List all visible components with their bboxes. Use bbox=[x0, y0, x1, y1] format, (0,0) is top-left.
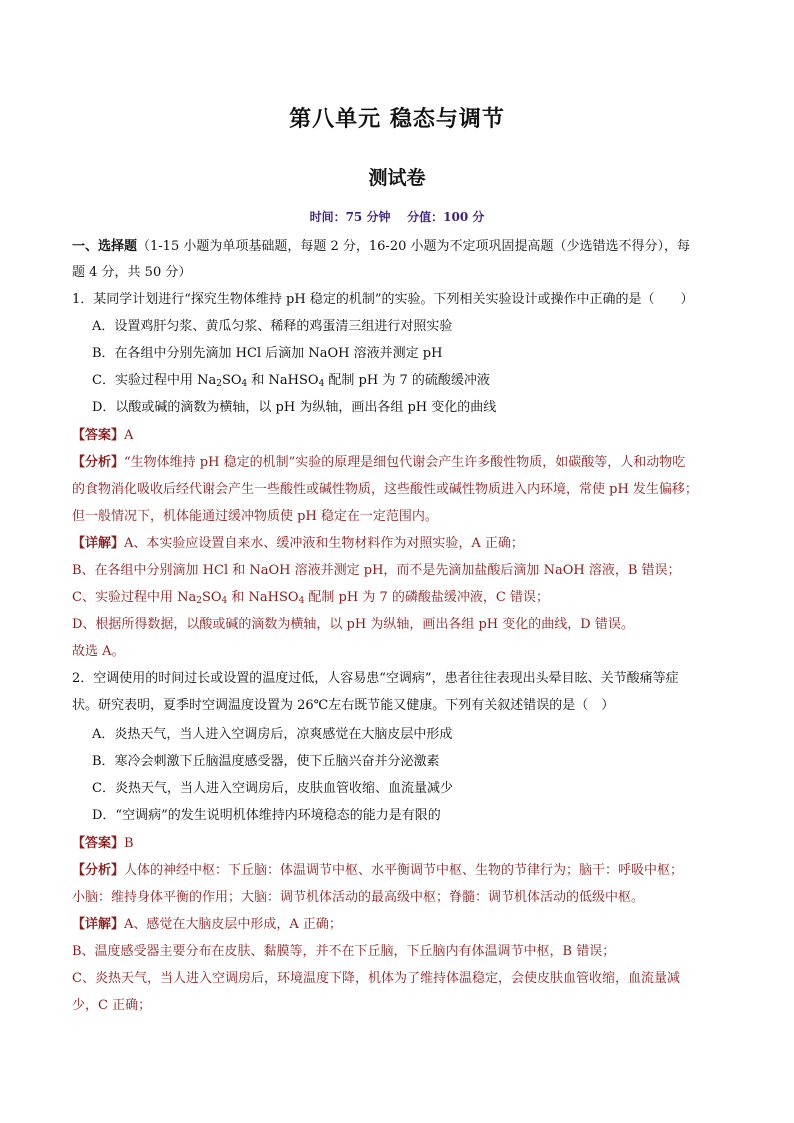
page-title: 第八单元 稳态与调节 bbox=[289, 107, 505, 132]
q1-detail-c: C、实验过程中用 $Na_2SO_4$ 和 NaHSO$_4$ 配制 pH 为 7 的磷酸盐缓冲液，C 错误； bbox=[72, 590, 549, 606]
q1-detail-d: D、根据所得数据，以酸或碱的滴数为横轴，以 pH 为纵轴，画出各组 pH 变化的曲线，D 错误。 bbox=[72, 617, 634, 632]
q2-detail-c-1: C、炎热天气，当人进入空调房后，环境温度下降，机体为了维持体温稳定，会使皮肤血管收缩，血流量减 bbox=[72, 971, 680, 986]
q1-analysis-2: 的食物消化吸收后经代谢会产生一些酸性或碱性物质，这些酸性或碱性物质进入内环境，常使 pH 发生偏移； bbox=[72, 482, 698, 497]
q2-stem-1: 2．空调使用的时间过长或设置的温度过低，人容易患“空调病”，患者往往表现出头晕目眩、关节酸痛等症 bbox=[72, 671, 679, 686]
q2-detail-c-2: 少，C 正确； bbox=[72, 998, 152, 1013]
q1-analysis-1: 【分析】“生物体维持 pH 稳定的机制”实验的原理是细包代谢会产生许多酸性物质，如碳酸等，人和动物吃 bbox=[72, 455, 686, 470]
q1-analysis-3: 但一般情况下，机体能通过缓冲物质使 pH 稳定在一定范围内。 bbox=[72, 509, 438, 524]
q2-analysis-1: 【分析】人体的神经中枢：下丘脑：体温调节中枢、水平衡调节中枢、生物的节律行为；脑干：呼吸中枢； bbox=[72, 863, 684, 878]
q2-option-a: A．炎热天气，当人进入空调房后，凉爽感觉在大脑皮层中形成 bbox=[92, 727, 453, 742]
page-subtitle: 测试卷 bbox=[368, 167, 426, 189]
q2-option-b: B．寒冷会刺激下丘脑温度感受器，使下丘脑兴奋并分泌激素 bbox=[92, 754, 440, 769]
q2-option-d: D．“空调病”的发生说明机体维持内环境稳态的能力是有限的 bbox=[92, 808, 441, 823]
q2-detail-a: 【详解】A、感觉在大脑皮层中形成，A 正确； bbox=[72, 917, 342, 932]
q2-option-c: C．炎热天气，当人进入空调房后，皮肤血管收缩、血流量减少 bbox=[92, 781, 453, 796]
q1-option-c: C．实验过程中用 $Na_2SO_4$ 和 NaHSO$_4$ 配制 pH 为 7 的硫酸缓冲液 bbox=[92, 373, 490, 389]
section-heading bbox=[72, 238, 690, 256]
q1-detail-a: 【详解】A、本实验应设置自来水、缓冲液和生物材料作为对照实验，A 正确； bbox=[72, 536, 524, 551]
q1-option-b: B．在各组中分别先滴加 HCl 后滴加 NaOH 溶液并测定 pH bbox=[92, 346, 443, 361]
section-desc-2: 题 4 分，共 50 分） bbox=[72, 265, 192, 280]
q1-answer: 【答案】A bbox=[72, 428, 134, 443]
q2-detail-b: B、温度感受器主要分布在皮肤、黏膜等，并不在下丘脑，下丘脑内有体温调节中枢，B 错误； bbox=[72, 944, 616, 959]
q2-analysis-2: 小脑：维持身体平衡的作用；大脑：调节机体活动的最高级中枢；脊髓：调节机体活动的低级中枢。 bbox=[72, 890, 645, 905]
exam-time-score: 时间：75 分钟 分值：100 分 bbox=[309, 210, 485, 224]
q1-stem: 1．某同学计划进行“探究生物体维持 pH 稳定的机制”的实验。下列相关实验设计或操作中正确的是（ ） bbox=[72, 292, 694, 307]
q2-stem-2: 状。研究表明，夏季时空调温度设置为 26℃左右既节能又健康。下列有关叙述错误的是（ ） bbox=[72, 698, 615, 713]
section-label: 一、选择题 bbox=[72, 239, 138, 254]
q1-detail-b: B、在各组中分别滴加 HCl 和 NaOH 溶液并测定 pH，而不是先滴加盐酸后滴加 NaOH 溶液，B 错误； bbox=[72, 563, 681, 578]
q2-answer: 【答案】B bbox=[72, 836, 134, 851]
q1-option-d: D．以酸或碱的滴数为横轴，以 pH 为纵轴，画出各组 pH 变化的曲线 bbox=[92, 400, 497, 415]
q1-option-a: A．设置鸡肝匀浆、黄瓜匀浆、稀释的鸡蛋清三组进行对照实验 bbox=[92, 319, 453, 334]
q1-conclusion: 故选 A。 bbox=[72, 644, 125, 659]
section-desc-1: （1-15 小题为单项基础题，每题 2 分，16-20 小题为不定项巩固提高题（少选错选不得分），每 bbox=[137, 239, 690, 254]
